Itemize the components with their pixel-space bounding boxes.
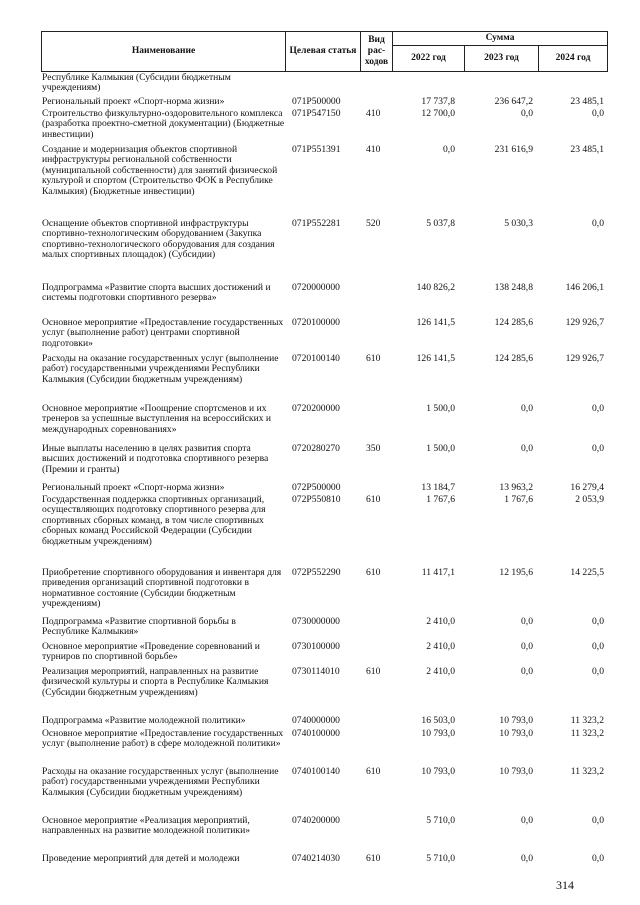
row-expense-type: 610: [366, 353, 381, 364]
row-sum-2024: 23 485,1: [570, 144, 604, 155]
row-sum-2022: 11 417,1: [421, 567, 455, 578]
row-sum-2023: 138 248,8: [494, 282, 533, 293]
row-sum-2024: 0,0: [592, 815, 604, 826]
row-name: Основное мероприятие «Реализация мероприятий, направленных на развитие молодежной политики»: [42, 815, 251, 837]
header-year-2022: 2022 год: [393, 46, 465, 72]
row-name: Иные выплаты населению в целях развития спорта высших достижений и подготовка спортивного резерва (Премии и гранты): [42, 443, 269, 475]
row-sum-2024: 2 053,9: [575, 494, 604, 505]
row-name: Реализация мероприятий, направленных на развитие физической культуры и спорта в Республике Калмыкия (Субсидии бюджетным учреждениям): [42, 666, 269, 698]
row-expense-type: 610: [366, 567, 381, 578]
row-sum-2023: 12 195,6: [499, 567, 533, 578]
row-target-code: 071P500000: [292, 96, 341, 107]
row-expense-type: 410: [366, 108, 381, 119]
row-sum-2024: 11 323,2: [570, 715, 604, 726]
header-year-2024: 2024 год: [539, 46, 608, 72]
header-year-2023: 2023 год: [465, 46, 539, 72]
row-sum-2024: 16 279,4: [570, 482, 604, 493]
row-name: Основное мероприятие «Проведение соревнований и турниров по спортивной борьбе»: [42, 641, 260, 663]
row-sum-2024: 0,0: [592, 443, 604, 454]
row-sum-2024: 0,0: [592, 853, 604, 864]
row-sum-2022: 126 141,5: [416, 317, 455, 328]
row-name: Основное мероприятие «Поощрение спортсменов и их тренеров за успешные выступления на всероссийских и международных соревнованиях»: [42, 403, 272, 435]
row-sum-2023: 0,0: [521, 403, 533, 414]
row-sum-2022: 16 503,0: [421, 715, 455, 726]
row-sum-2023: 0,0: [521, 853, 533, 864]
row-name: Создание и модернизация объектов спортивной инфраструктуры региональной собственности (муниципальной собственности) для занятий физической культурой и спортом (Строительство ФОК в Республике Калмыкия) (Бюджетные инвестиции): [42, 144, 278, 197]
row-name: Строительство физкультурно-оздоровительного комплекса (разработка проектно-сметной документации) (Бюджетные инвестиции): [42, 108, 285, 140]
row-target-code: 0730000000: [292, 616, 340, 627]
row-target-code: 072P500000: [292, 482, 341, 493]
header-vid: Вид рас-ходов: [361, 32, 393, 72]
row-sum-2023: 0,0: [521, 108, 533, 119]
row-sum-2024: 14 225,5: [570, 567, 604, 578]
header-target: Целевая статья: [286, 32, 361, 72]
row-target-code: 0740200000: [292, 815, 340, 826]
row-sum-2022: 1 500,0: [426, 443, 455, 454]
row-sum-2024: 129 926,7: [565, 353, 604, 364]
row-expense-type: 410: [366, 144, 381, 155]
row-name: Расходы на оказание государственных услуг (выполнение работ) государственными учреждениями Республики Калмыкия (Субсидии бюджетным учреждениям): [42, 353, 279, 385]
row-sum-2023: 5 030,3: [504, 218, 533, 229]
row-name: Государственная поддержка спортивных организаций, осуществляющих подготовку спортивного резерва для спортивных сборных команд, в том числе спортивных сборных команд Российской Федерации (Субсидии бюджетным учреждениям): [42, 494, 266, 547]
row-sum-2022: 5 037,8: [426, 218, 455, 229]
row-target-code: 071P552281: [292, 218, 341, 229]
row-expense-type: 610: [366, 666, 381, 677]
row-name: Подпрограмма «Развитие спортивной борьбы в Республике Калмыкия»: [42, 616, 236, 638]
row-sum-2022: 140 826,2: [416, 282, 455, 293]
row-name: Оснащение объектов спортивной инфраструктуры спортивно-технологическим оборудованием (Закупка спортивно-технологического оборудования для создания малых спортивных площадок) (Субсидии): [42, 218, 275, 261]
row-target-code: 0730114010: [292, 666, 340, 677]
row-sum-2024: 129 926,7: [565, 317, 604, 328]
row-target-code: 071P551391: [292, 144, 341, 155]
header-name: Наименование: [42, 32, 286, 72]
row-sum-2023: 13 963,2: [499, 482, 533, 493]
row-sum-2022: 1 767,6: [426, 494, 455, 505]
row-sum-2023: 0,0: [521, 815, 533, 826]
row-sum-2023: 231 616,9: [494, 144, 533, 155]
row-target-code: 0740100000: [292, 728, 340, 739]
row-target-code: 0720000000: [292, 282, 340, 293]
row-sum-2022: 1 500,0: [426, 403, 455, 414]
row-sum-2022: 10 793,0: [421, 766, 455, 777]
row-sum-2022: 5 710,0: [426, 853, 455, 864]
row-sum-2023: 124 285,6: [494, 353, 533, 364]
row-target-code: 0720100000: [292, 317, 340, 328]
row-expense-type: 350: [366, 443, 381, 454]
row-expense-type: 610: [366, 494, 381, 505]
row-sum-2022: 5 710,0: [426, 815, 455, 826]
row-name: Расходы на оказание государственных услуг (выполнение работ) государственными учреждениями Республики Калмыкия (Субсидии бюджетным учреждениям): [42, 766, 279, 798]
row-target-code: 0720100140: [292, 353, 340, 364]
row-target-code: 0720200000: [292, 403, 340, 414]
row-sum-2022: 10 793,0: [421, 728, 455, 739]
row-sum-2022: 126 141,5: [416, 353, 455, 364]
row-sum-2022: 0,0: [443, 144, 455, 155]
row-sum-2023: 10 793,0: [499, 715, 533, 726]
row-sum-2022: 2 410,0: [426, 666, 455, 677]
row-target-code: 072P552290: [292, 567, 341, 578]
row-sum-2024: 23 485,1: [570, 96, 604, 107]
row-sum-2023: 236 647,2: [494, 96, 533, 107]
row-name: Региональный проект «Спорт-норма жизни»: [42, 482, 225, 493]
row-target-code: 071P547150: [292, 108, 341, 119]
row-name: Основное мероприятие «Предоставление государственных услуг (выполнение работ) в сфере молодежной политики»: [42, 728, 284, 750]
row-sum-2023: 0,0: [521, 641, 533, 652]
row-sum-2024: 0,0: [592, 616, 604, 627]
row-sum-2023: 124 285,6: [494, 317, 533, 328]
row-sum-2023: 1 767,6: [504, 494, 533, 505]
row-target-code: 0740000000: [292, 715, 340, 726]
row-target-code: 0740214030: [292, 853, 340, 864]
row-sum-2024: 0,0: [592, 641, 604, 652]
row-expense-type: 610: [366, 766, 381, 777]
row-sum-2022: 13 184,7: [421, 482, 455, 493]
row-sum-2022: 12 700,0: [421, 108, 455, 119]
row-sum-2022: 2 410,0: [426, 616, 455, 627]
header-sum: Сумма: [393, 32, 608, 46]
row-expense-type: 520: [366, 218, 381, 229]
page-number: 314: [556, 878, 574, 892]
row-target-code: 0740100140: [292, 766, 340, 777]
row-name: Приобретение спортивного оборудования и инвентаря для приведения организаций спортивной подготовки в нормативное состояние (Субсидии бюджетным учреждениям): [42, 567, 282, 610]
table-header: [41, 31, 608, 72]
row-sum-2023: 0,0: [521, 616, 533, 627]
row-name: Региональный проект «Спорт-норма жизни»: [42, 96, 225, 107]
row-target-code: 0730100000: [292, 641, 340, 652]
row-sum-2024: 146 206,1: [565, 282, 604, 293]
row-sum-2023: 0,0: [521, 443, 533, 454]
row-name: Республике Калмыкия (Субсидии бюджетным учреждениям): [42, 72, 231, 94]
row-sum-2023: 10 793,0: [499, 766, 533, 777]
row-sum-2023: 10 793,0: [499, 728, 533, 739]
row-sum-2024: 11 323,2: [570, 728, 604, 739]
row-sum-2024: 0,0: [592, 666, 604, 677]
row-sum-2022: 2 410,0: [426, 641, 455, 652]
row-sum-2023: 0,0: [521, 666, 533, 677]
row-expense-type: 610: [366, 853, 381, 864]
row-name: Подпрограмма «Развитие спорта высших достижений и системы подготовки спортивного резерва»: [42, 282, 271, 304]
row-sum-2024: 0,0: [592, 403, 604, 414]
row-target-code: 072P550810: [292, 494, 341, 505]
row-target-code: 0720280270: [292, 443, 340, 454]
row-name: Подпрограмма «Развитие молодежной политики»: [42, 715, 246, 726]
row-name: Проведение мероприятий для детей и молодежи: [42, 853, 240, 864]
row-sum-2024: 0,0: [592, 218, 604, 229]
row-sum-2024: 11 323,2: [570, 766, 604, 777]
row-name: Основное мероприятие «Предоставление государственных услуг (выполнение работ) центрами спортивной подготовки»: [42, 317, 284, 349]
row-sum-2024: 0,0: [592, 108, 604, 119]
row-sum-2022: 17 737,8: [421, 96, 455, 107]
